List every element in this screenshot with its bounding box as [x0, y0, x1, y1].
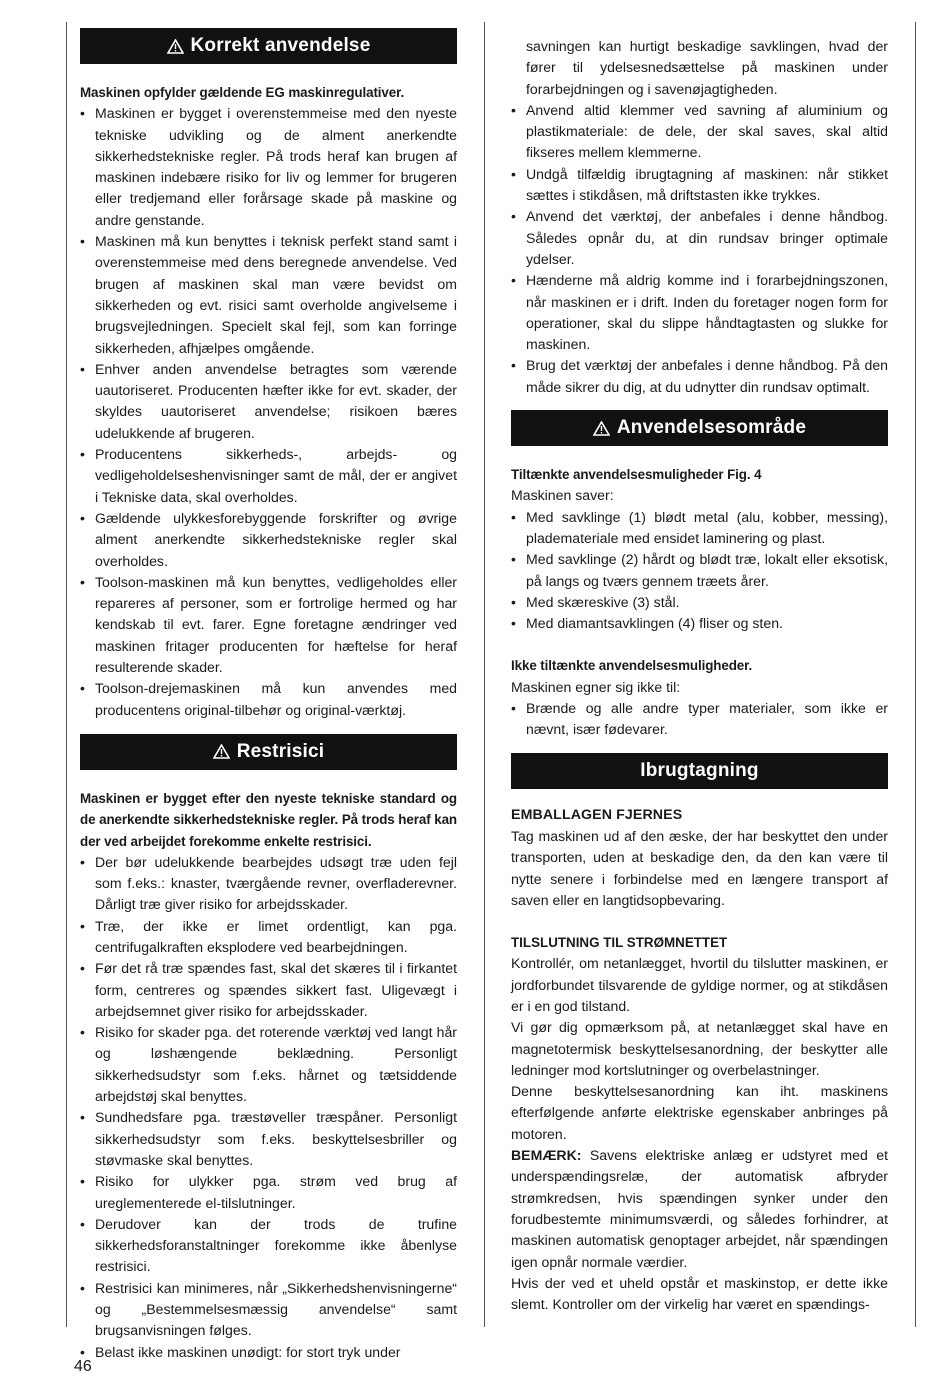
list-item: • Maskinen er bygget i overenstemmeise med den nyeste tekniske udvikling og de alment anerkendte sikkerhedstekniske regler. På trods heraf kan brugen af maskinen indebære risiko for liv og lemmer for brugeren eller tredjemand eller forårsage skade på maskine og andre genstande.	[80, 103, 457, 231]
note-text: Savens elektriske anlæg er udstyret med et underspændingsrelæ, der automatisk afbryder strømkredsen, hvis spændingen synker under den forudbestemte minimumsværdi, og således forhindrer, at maskinen automatisk genoptager arbejdet, når spændingen igen opnår normale værdier.	[511, 1147, 889, 1270]
list-item: • Restrisici kan minimeres, når „Sikkerhedshenvisningerne“ og „Bestemmelsesmæssig anvendelse“ samt brugsanvisningen følges.	[80, 1278, 457, 1342]
continued-list	[511, 36, 888, 398]
list-item: • Risiko for ulykker pga. strøm ved brug af ureglementerede el-tilslutninger.	[80, 1171, 457, 1214]
list-item: • Belast ikke maskinen unødigt: for stort tryk under	[80, 1342, 457, 1363]
note-label: BEMÆRK:	[511, 1147, 582, 1164]
left-margin-rule	[66, 22, 67, 1327]
warning-icon	[167, 39, 184, 54]
anvendelsesomraade-heading-bar	[511, 410, 888, 446]
anvendelsesomraade-heading: Anvendelsesområde	[616, 417, 807, 439]
motor-protection-text: Denne beskyttelsesanordning kan iht. maskinens efterfølgende anførte elektriske egenskaber anbringes på motoren.	[511, 1083, 888, 1142]
restrisici-list	[80, 852, 457, 1363]
list-item: • Enhver anden anvendelse betragtes som værende uautoriseret. Producenten hæfter ikke for evt. skader, der skyldes uautoriseret anvendelse; risikoen bæres udelukkende af brugeren.	[80, 359, 457, 444]
restrisici-lead: Maskinen er bygget efter den nyeste tekniske standard og de anerkendte sikkerhedstekniske regler. På trods heraf kan der ved arbeijdet forekomme enkelte restrisici.	[80, 790, 457, 849]
warning-icon	[593, 421, 610, 436]
restrisici-heading-bar	[80, 734, 457, 770]
list-item: • Brug det værktøj der anbefales i denne håndbog. På den måde sikrer du dig, at du udnytter din rundsav optimalt.	[511, 355, 888, 398]
protection-device-text: Vi gør dig opmærksom på, at netanlægget skal have en magnetotermisk beskyttelsesanordning, der beskytter alle ledninger mod kortslutninger og overbelastninger.	[511, 1019, 888, 1078]
power-connection-subheading: TILSLUTNING TIL STRØMNETTET	[511, 935, 728, 951]
list-item: • Risiko for skader pga. det roterende værktøj ved langt hår og løshængende beklædning. Personligt sikkerhedsudstyr som f.eks. hårnet og tætsiddende arbejdstøj skal benyttes.	[80, 1022, 457, 1107]
korrekt-heading: Korrekt anvendelse	[190, 35, 371, 57]
list-item: • Derudover kan der trods de trufine sikkerhedsforanstaltninger forekomme ikke åbenlyse restrisici.	[80, 1214, 457, 1278]
machine-stop-text: Hvis der ved et uheld opstår et maskinstop, er dette ikke slemt. Kontroller om der virkelig har været en spændings-	[511, 1274, 888, 1313]
ibrugtagning-heading: Ibrugtagning	[640, 759, 759, 781]
unintended-uses-list	[511, 698, 888, 741]
korrekt-list	[80, 103, 457, 721]
list-item: • Træ, der ikke er limet ordentligt, kan pga. centrifugalkraften eksplodere ved bearbejdningen.	[80, 916, 457, 959]
unpacking-subheading: EMBALLAGEN FJERNES	[511, 806, 683, 823]
left-column	[80, 28, 457, 1363]
unpacking-text: Tag maskinen ud af den æske, der har beskyttet den under transporten, uden at beskadige den, da den kan være til nytte senere i forbindelse med en længere transport af saven eller en langtidsopbevaring.	[511, 827, 888, 908]
list-item: • Før det rå træ spændes fast, skal det skæres til i firkantet form, centreres og spændes sikkert fast. Uligevægt i arbejdsemnet giver risiko for arbejdsskader.	[80, 958, 457, 1022]
restrisici-heading: Restrisici	[236, 741, 325, 763]
warning-icon	[213, 744, 230, 759]
list-item: • Med skæreskive (3) stål.	[511, 592, 888, 613]
list-item: • Hænderne må aldrig komme ind i forarbejdningszonen, når maskinen er i drift. Inden du foretager nogen form for operationer, skal du slippe håndtagtasten og slukke for maskinen.	[511, 270, 888, 355]
list-item: • Med savklinge (1) blødt metal (alu, kobber, messing), plademateriale med ensidet laminering og plast.	[511, 507, 888, 550]
page-number: 46	[74, 1358, 92, 1375]
ibrugtagning-heading-bar	[511, 753, 888, 789]
intended-uses-intro: Maskinen saver:	[511, 487, 614, 504]
list-item: • Maskinen må kun benyttes i teknisk perfekt stand samt i overenstemmeise med dens beregnede anvendelse. Ved brugen af maskinen skal man være bevidst om sikkerheden og evt. risici samt overholde angivelseme i brugsvejledningen. Specielt skal fejl, som kan forringe sikkerheden, afhjælpes omgående.	[80, 231, 457, 359]
right-column	[511, 36, 888, 1315]
unintended-uses-intro: Maskinen egner sig ikke til:	[511, 678, 681, 695]
korrekt-lead: Maskinen opfylder gældende EG maskinregulativer.	[80, 85, 405, 100]
note-paragraph	[511, 1145, 888, 1273]
power-connection-text: Kontrollér, om netanlægget, hvortil du tilslutter maskinen, er jordforbundet tilsvarende de gyldige normer, og at stikdåsen er i en god tilstand.	[511, 955, 888, 1014]
korrekt-heading-bar	[80, 28, 457, 64]
list-item: • Undgå tilfældig ibrugtagning af maskinen: når stikket sættes i stikdåsen, må driftstasten ikke trykkes.	[511, 164, 888, 207]
list-item: • Toolson-drejemaskinen må kun anvendes med producentens original-tilbehør og original-værktøj.	[80, 678, 457, 721]
list-item: • Toolson-maskinen må kun benyttes, vedligeholdes eller repareres af personer, som er fortrolige hermed og har kendskab til evt. farer. Egne foretagne ændringer ved maskinen fritager producenten for hæftelse for heraf resulterende skader.	[80, 572, 457, 678]
list-item: • Brænde og alle andre typer materialer, som ikke er nævnt, især fødevarer.	[511, 698, 888, 741]
list-item-continued: savningen kan hurtigt beskadige savklingen, hvad der fører til ydelsesnedsættelse på maskinen under forarbejdningen og i savenøjagtigheden.	[526, 38, 888, 97]
list-item: • Anvend det værktøj, der anbefales i denne håndbog. Således opnår du, at din rundsav bringer optimale ydelser.	[511, 206, 888, 270]
list-item: • Med savklinge (2) hårdt og blødt træ, lokalt eller eksotisk, på langs og tværs gennem træets årer.	[511, 549, 888, 592]
list-item: • Sundhedsfare pga. træstøveller træspåner. Personligt sikkerhedsudstyr som f.eks. beskyttelsesbriller og støvmaske skal benyttes.	[80, 1107, 457, 1171]
list-item: • Gældende ulykkesforebyggende forskrifter og øvrige alment anerkendte sikkerhedstekniske regler skal overholdes.	[80, 508, 457, 572]
intended-uses-list	[511, 507, 888, 635]
right-margin-rule	[915, 22, 916, 1327]
center-column-rule	[484, 22, 485, 1327]
unintended-uses-lead: Ikke tiltænkte anvendelsesmuligheder.	[511, 658, 753, 674]
list-item: • Producentens sikkerheds-, arbejds- og vedligeholdelseshenvisninger samt de mål, der er angivet i Tekniske data, skal overholdes.	[80, 444, 457, 508]
intended-uses-lead: Tiltænkte anvendelsesmuligheder Fig. 4	[511, 467, 762, 483]
list-item: • Anvend altid klemmer ved savning af aluminium og plastikmateriale: de dele, der skal saves, skal altid fikseres mellem klemmerne.	[511, 100, 888, 164]
list-item: • Der bør udelukkende bearbejdes udsøgt træ uden fejl som f.eks.: knaster, tværgående revner, overfladerevner. Dårligt træ giver risiko for arbejdsskader.	[80, 852, 457, 916]
list-item: • Med diamantsavklingen (4) fliser og sten.	[511, 613, 888, 634]
